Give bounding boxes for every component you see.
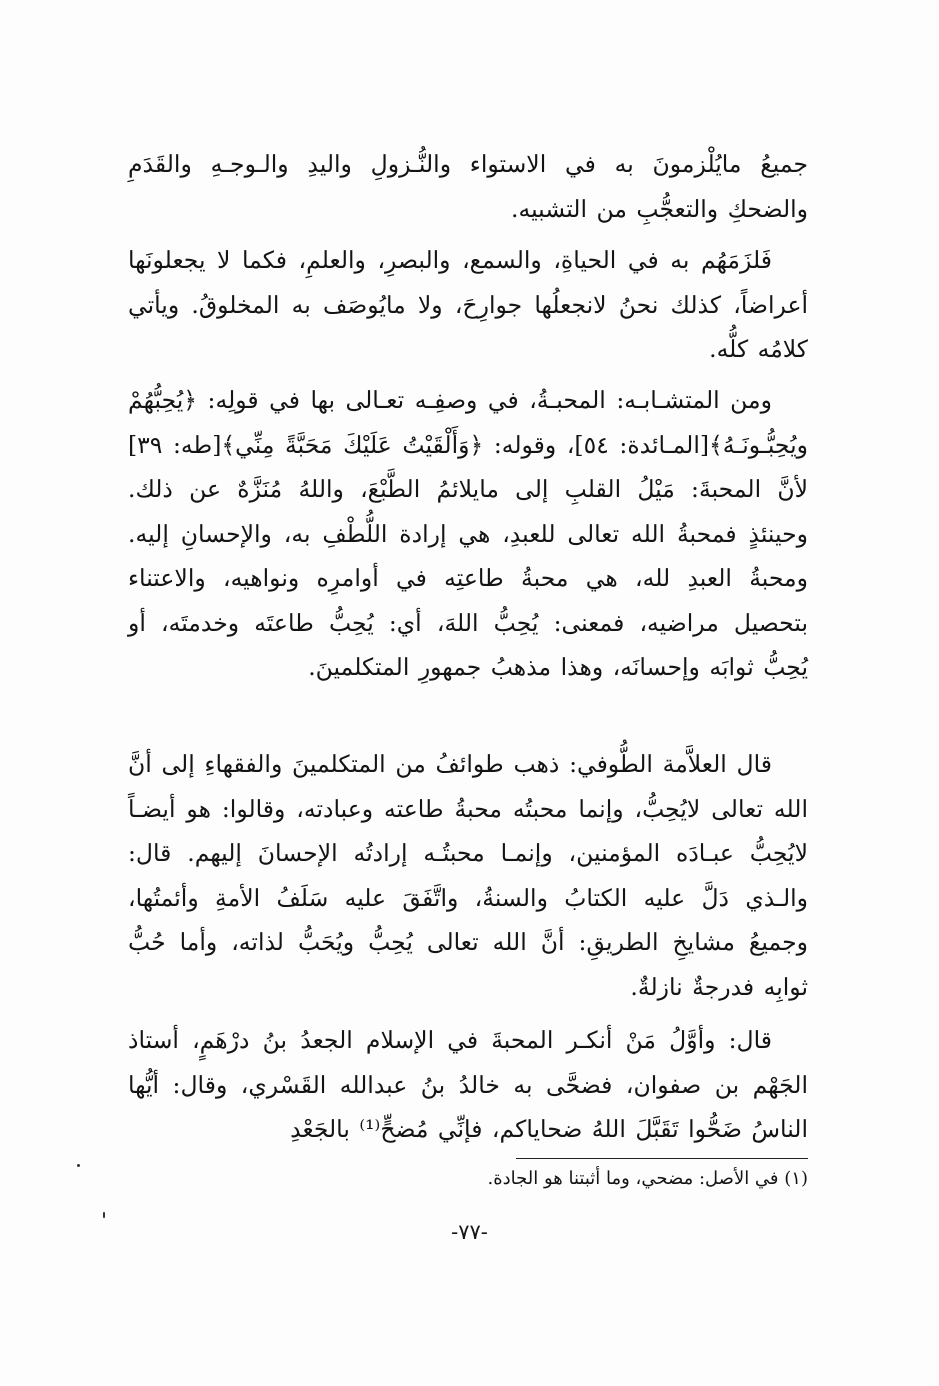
paragraph-jaad-quote: قال: وأوَّلُ مَنْ أنكـر المحبةَ في الإسلام الجعدُ بنُ درْهَمٍ، أستاذ الجَهْم بن صفوان، فضحَّى به خالدُ بنُ عبدالله القَسْري، وقال: أيُّها الناسُ ضَحُّوا تَقَبَّلَ اللهُ ضحاياكم، فإنِّي مُضحٍّ⁽¹⁾ بالجَعْدِ xyxy=(128,1026,808,1143)
paragraph-attributes: فَلزَمَهُم به في الحياةِ، والسمع، والبصرِ، والعلمِ، فكما لا يجعلونَها أعراضاً، كذلك نحنُ لانجعلُها جوارِحَ، ولا مايُوصَف به المخلوقُ. ويأتي كلامُه كلُّه. xyxy=(128,246,808,363)
scan-speck xyxy=(103,1212,105,1218)
page-number: -٧٧- xyxy=(451,1220,488,1244)
paragraph-love-ambiguous: ومن المتشـابـه: المحبـةُ، في وصفِـه تعـالى بها في قولِه: ﴿يُحِبُّهُمْ ويُحِبُّـونَـهُ﴾[المـائدة: ٥٤]، وقوله: ﴿وَأَلْقَيْتُ عَلَيْكَ مَحَبَّةً مِنِّي﴾[طه: ٣٩] لأنَّ المحبةَ: مَيْلُ القلبِ إلى مايلائمُ الطَّبْعَ، واللهُ مُنَزَّهٌ عن ذلك. وحينئذٍ فمحبةُ الله تعالى للعبدِ، هي إرادة اللُّطْفِ به، والإحسانِ إليه. ومحبةُ العبدِ لله، هي محبةُ طاعتِه في أوامرِه ونواهيه، والاعتناء بتحصيل مراضيه، فمعنى: يُحِبُّ اللهَ، أي: يُحِبُّ طاعتَه وخدمتَه، أو يُحِبُّ ثوابَه وإحسانَه، وهذا مذهبُ جمهورِ المتكلمينَ. xyxy=(128,386,808,681)
footnote-separator xyxy=(516,1158,808,1159)
paragraph-continuation: جميعُ مايُلْزمونَ به في الاستواء والنُّـزولِ واليدِ والـوجـهِ والقَدَمِ والضحكِ والتعجُّبِ من التشبيه. xyxy=(128,150,808,223)
scan-speck xyxy=(77,1164,80,1167)
paragraph-tufi-quote: قال العلاَّمة الطُّوفي: ذهب طوائفُ من المتكلمينَ والفقهاءِ إلى أنَّ الله تعالى لايُحِبُّ، وإنما محبتُه محبةُ طاعته وعبادته، وقالوا: هو أيضـاً لايُحِبُّ عبـادَه المؤمنين، وإنمـا محبتُـه إرادتُه الإحسانَ إليهم. قال: والـذي دَلَّ عليه الكتابُ والسنةُ، واتَّفَقَ عليه سَلَفُ الأمةِ وأئمتُها، وجميعُ مشايخِ الطريقِ: أنَّ الله تعالى يُحِبُّ ويُحَبُّ لذاته، وأما حُبُّ ثوابِه فدرجةٌ نازلةٌ. xyxy=(128,750,808,1001)
footnote: (١) في الأصل: مضحي، وما أثبتنا هو الجادة. xyxy=(487,1168,808,1189)
